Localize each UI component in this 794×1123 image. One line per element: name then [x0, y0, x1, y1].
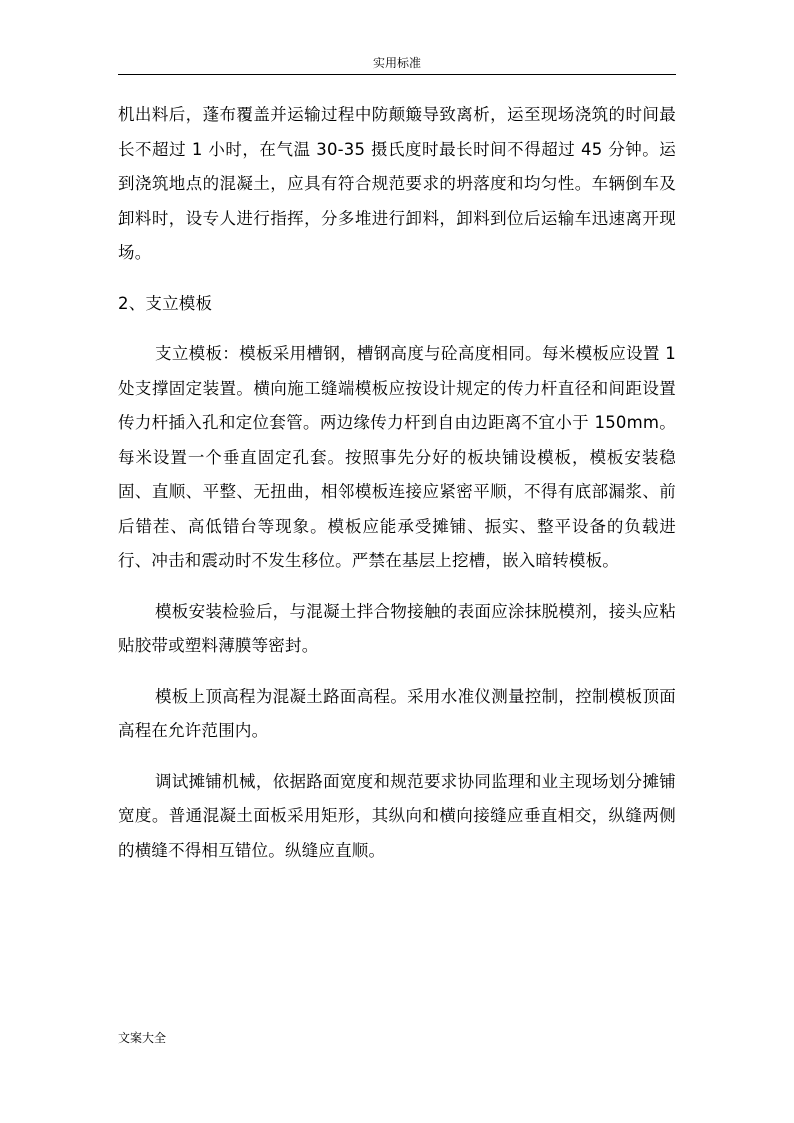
paragraph-release-agent: 模板安装检验后，与混凝土拌合物接触的表面应涂抹脱模剂，接头应粘贴胶带或塑料薄膜等密封。 — [118, 601, 676, 655]
paragraph-transport: 机出料后，蓬布覆盖并运输过程中防颠簸导致离析，运至现场浇筑的时间最长不超过 1 小时，在气温 30-35 摄氏度时最长时间不得超过 45 分钟。运到浇筑地点的混凝土，应具有符合规范要求的坍落度和均匀性。车辆倒车及卸料时，设专人进行指挥，分多堆进行卸料，卸料到位后运输车迅速离开现场。 — [118, 105, 676, 262]
header-divider — [118, 74, 676, 75]
paragraph-formwork-setup: 支立模板：模板采用槽钢，槽钢高度与砼高度相同。每米模板应设置 1 处支撑固定装置。横向施工缝端模板应按设计规定的传力杆直径和间距设置传力杆插入孔和定位套管。两边缘传力杆到自由边距离不宜小于 150mm。每米设置一个垂直固定孔套。按照事先分好的板块铺设模板，模板安装稳固、直顺、平整、无扭曲，相邻模板连接应紧密平顺，不得有底部漏浆、前后错茬、高低错台等现象。模板应能承受摊铺、振实、整平设备的负载进行、冲击和震动时不发生移位。严禁在基层上挖槽，嵌入暗转模板。 — [118, 344, 676, 570]
section-heading-formwork: 2、支立模板 — [118, 293, 213, 313]
page-footer: 文案大全 — [118, 1031, 167, 1045]
page-header: 实用标准 — [372, 56, 421, 70]
paragraph-elevation: 模板上顶高程为混凝土路面高程。采用水准仪测量控制，控制模板顶面高程在允许范围内。 — [118, 686, 676, 740]
paragraph-paver: 调试摊铺机械，依据路面宽度和规范要求协同监理和业主现场划分摊铺宽度。普通混凝土面板采用矩形，其纵向和横向接缝应垂直相交，纵缝两侧的横缝不得相互错位。纵缝应直顺。 — [118, 771, 676, 860]
document-body — [118, 98, 676, 868]
